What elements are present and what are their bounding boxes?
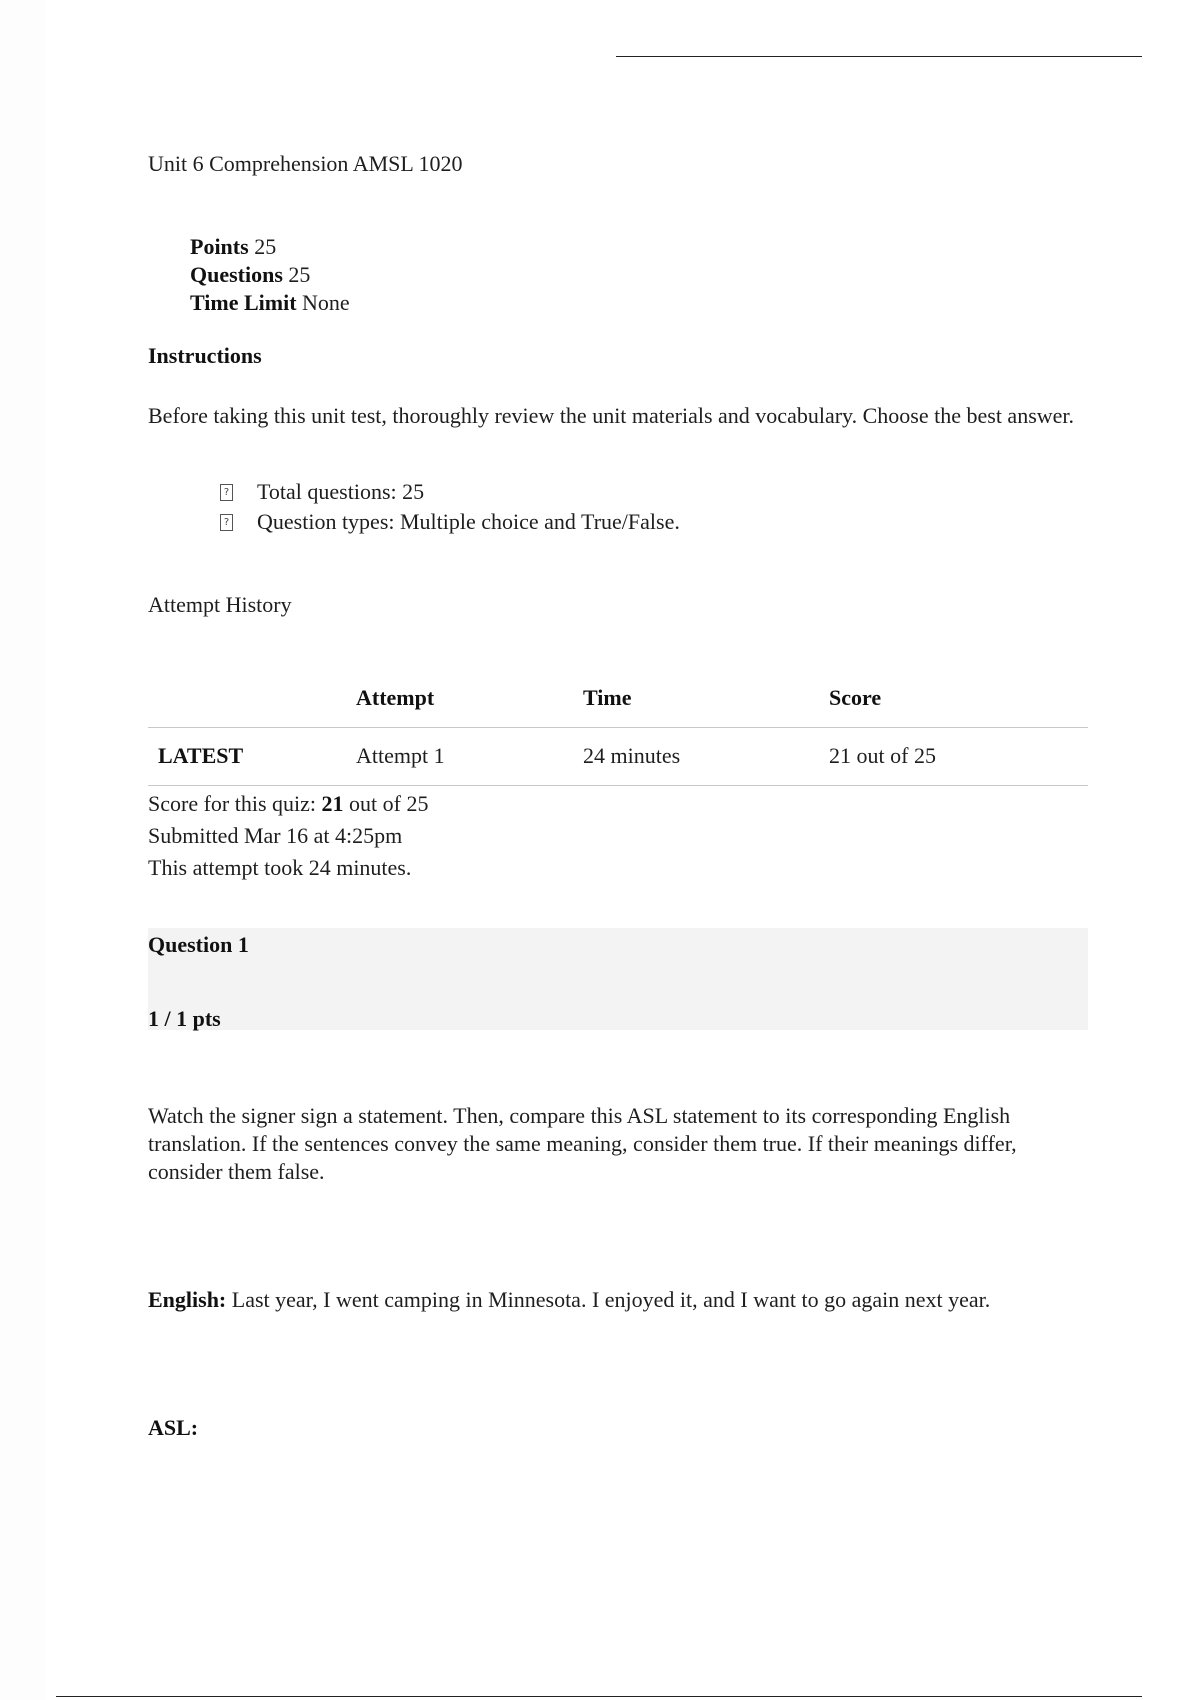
time-limit-label: Time Limit bbox=[190, 290, 297, 315]
score-line: Score for this quiz: 21 out of 25 bbox=[148, 791, 429, 816]
quiz-summary bbox=[148, 788, 428, 884]
question-prompt: Watch the signer sign a statement. Then, compare this ASL statement to its corresponding English translation. If the sentences convey the same meaning, consider them true. If their meanings differ, consider them false. bbox=[148, 1103, 1017, 1184]
attempt-history-table bbox=[148, 672, 1088, 786]
table-row bbox=[148, 728, 1088, 786]
quiz-meta bbox=[190, 233, 350, 317]
submitted-line: Submitted Mar 16 at 4:25pm bbox=[148, 823, 403, 848]
points-row bbox=[190, 233, 350, 261]
column-header-attempt: Attempt bbox=[356, 685, 435, 710]
list-item bbox=[220, 507, 680, 537]
questions-row bbox=[190, 261, 350, 289]
attempt-time: 24 minutes bbox=[583, 743, 681, 768]
header-rule bbox=[616, 56, 1142, 57]
question-title: Question 1 bbox=[148, 932, 249, 957]
english-label: English: bbox=[148, 1287, 227, 1312]
attempt-history-heading: Attempt History bbox=[148, 592, 292, 617]
questions-label: Questions bbox=[190, 262, 283, 287]
instructions-body: Before taking this unit test, thoroughly review the unit materials and vocabulary. Choose the best answer. bbox=[148, 403, 1075, 428]
table-header-row bbox=[148, 672, 1088, 728]
column-header-score: Score bbox=[829, 685, 882, 710]
question-header-band bbox=[148, 928, 1088, 1030]
footer-rule bbox=[56, 1696, 1142, 1697]
missing-glyph-icon: ? bbox=[220, 484, 233, 501]
questions-value: 25 bbox=[288, 262, 311, 287]
attempt-score: 21 out of 25 bbox=[829, 743, 936, 768]
time-limit-value: None bbox=[302, 290, 350, 315]
missing-glyph-icon: ? bbox=[220, 514, 233, 531]
latest-label: LATEST bbox=[158, 743, 244, 768]
column-header-time: Time bbox=[583, 685, 632, 710]
bullet-text: Question types: Multiple choice and True/False. bbox=[257, 509, 680, 534]
asl-label: ASL: bbox=[148, 1415, 199, 1440]
score-value: 21 bbox=[321, 791, 344, 816]
instructions-heading: Instructions bbox=[148, 343, 262, 368]
english-text: Last year, I went camping in Minnesota. I enjoyed it, and I want to go again next year. bbox=[226, 1287, 991, 1312]
duration-line: This attempt took 24 minutes. bbox=[148, 855, 412, 880]
points-value: 25 bbox=[254, 234, 277, 259]
points-label: Points bbox=[190, 234, 249, 259]
document-title: Unit 6 Comprehension AMSL 1020 bbox=[148, 151, 463, 176]
time-limit-row bbox=[190, 289, 350, 317]
question-points: 1 / 1 pts bbox=[148, 1006, 221, 1031]
list-item bbox=[220, 477, 680, 507]
attempt-link[interactable]: Attempt 1 bbox=[356, 743, 445, 768]
bullet-text: Total questions: 25 bbox=[257, 479, 425, 504]
english-statement bbox=[148, 1286, 990, 1314]
instructions-bullet-list bbox=[220, 477, 680, 537]
